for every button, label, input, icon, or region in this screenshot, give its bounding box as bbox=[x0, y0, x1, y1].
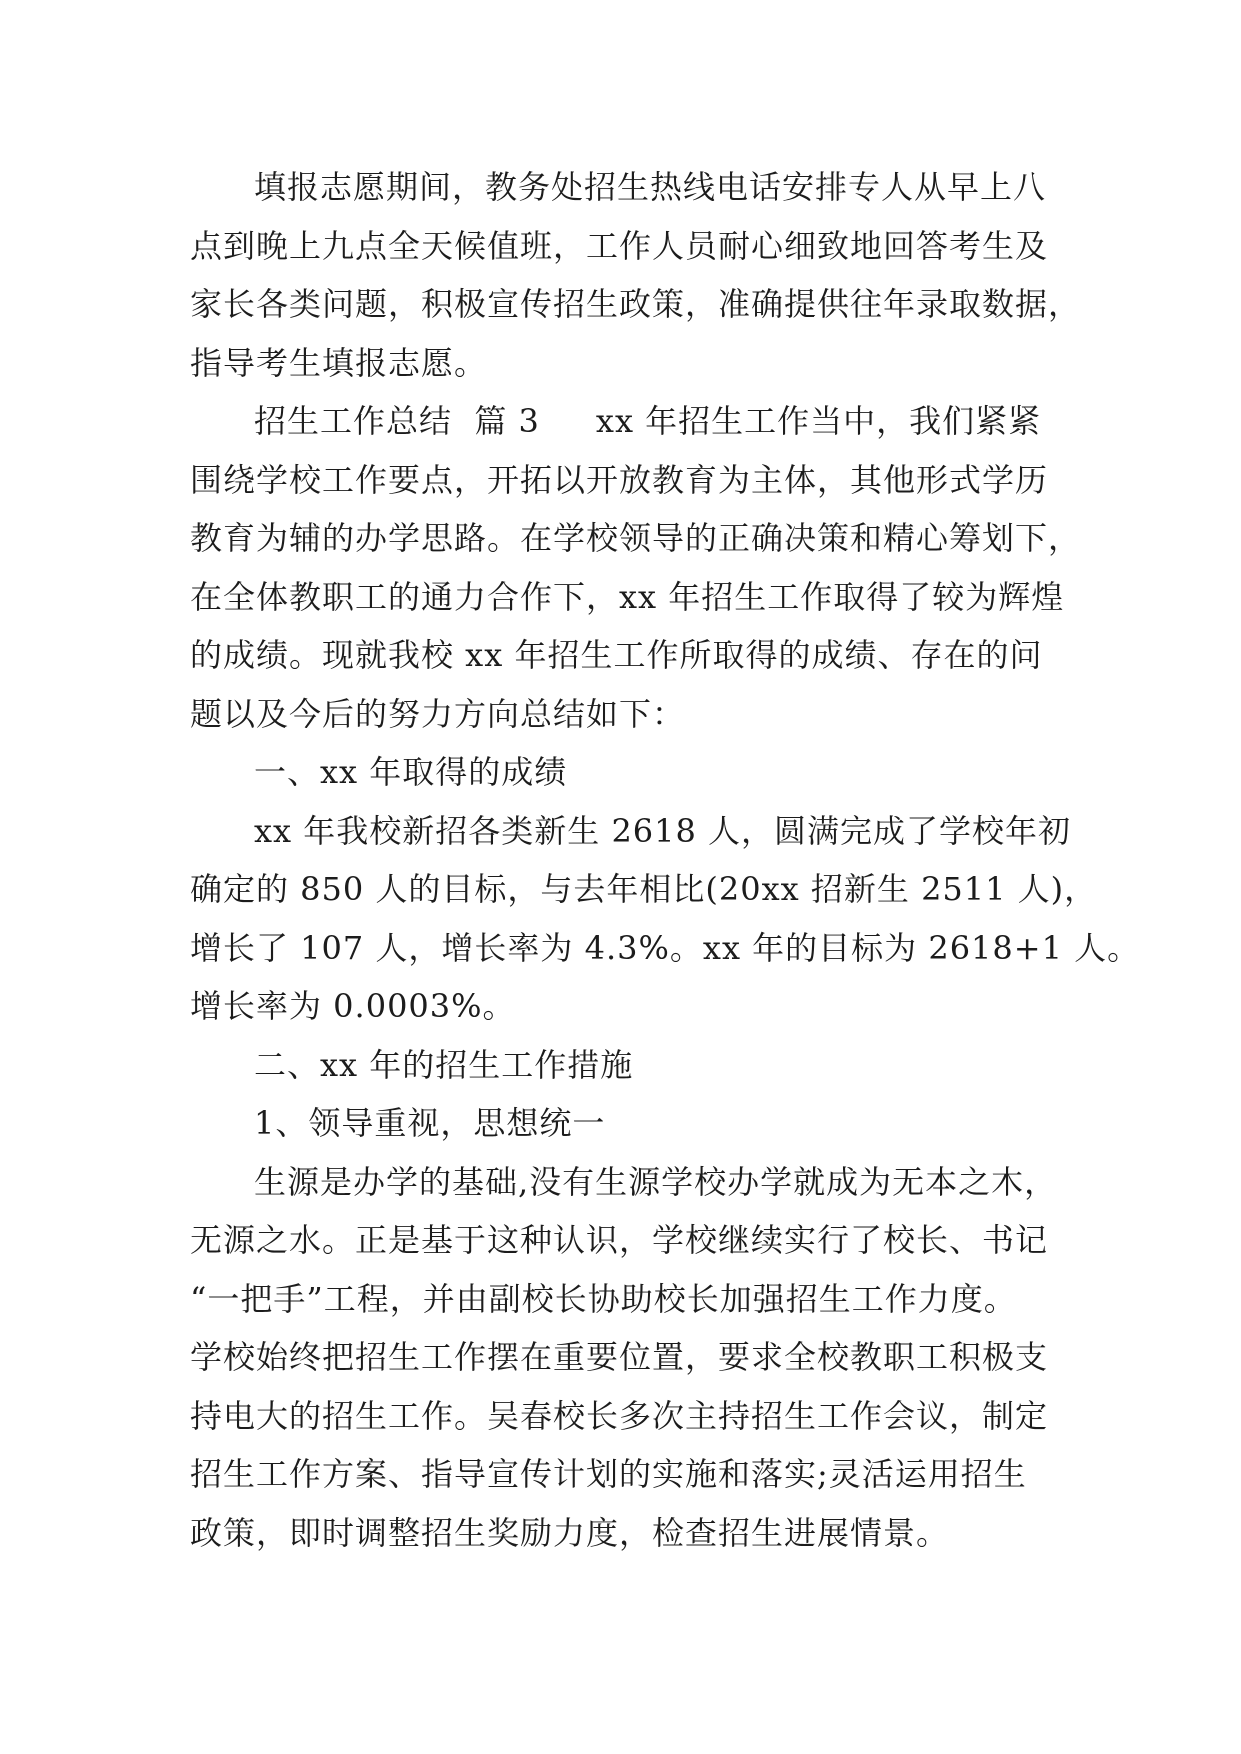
subheading-leadership: 1、领导重视，思想统一 bbox=[254, 1104, 606, 1142]
paragraph-summary-3-line-4: 在全体教职工的通力合作下，xx 年招生工作取得了较为辉煌 bbox=[190, 577, 1065, 616]
paragraph-achievements-line-2: 确定的 850 人的目标，与去年相比(20xx 招新生 2511 人)， bbox=[190, 870, 1098, 908]
paragraph-leadership-line-1: 生源是办学的基础,没有生源学校办学就成为无本之木， bbox=[254, 1162, 1058, 1201]
paragraph-hotline-line-3: 家长各类问题，积极宣传招生政策，准确提供往年录取数据， bbox=[190, 285, 1082, 323]
paragraph-summary-3-line-3: 教育为辅的办学思路。在学校领导的正确决策和精心筹划下， bbox=[190, 519, 1082, 557]
paragraph-leadership-line-2: 无源之水。正是基于这种认识，学校继续实行了校长、书记 bbox=[190, 1221, 1049, 1259]
section-heading-achievements: 一、xx 年取得的成绩 bbox=[254, 753, 568, 791]
paragraph-leadership-line-3: “一把手”工程，并由副校长协助校长加强招生工作力度。 bbox=[190, 1279, 1017, 1318]
paragraph-hotline-line-2: 点到晚上九点全天候值班，工作人员耐心细致地回答考生及 bbox=[190, 226, 1049, 265]
summary-heading: 招生工作总结 篇 3 bbox=[254, 402, 540, 440]
document-body bbox=[190, 158, 1141, 1562]
paragraph-leadership-line-7: 政策，即时调整招生奖励力度，检查招生进展情景。 bbox=[190, 1513, 950, 1552]
summary-first-line-text: xx 年招生工作当中，我们紧紧 bbox=[595, 402, 1042, 440]
section-heading-measures: 二、xx 年的招生工作措施 bbox=[254, 1045, 634, 1084]
paragraph-summary-3-line-2: 围绕学校工作要点，开拓以开放教育为主体，其他形式学历 bbox=[190, 460, 1049, 499]
paragraph-summary-3-line-6: 题以及今后的努力方向总结如下： bbox=[190, 694, 686, 733]
paragraph-achievements-line-3: 增长了 107 人，增长率为 4.3%。xx 年的目标为 2618+1 人。 bbox=[190, 928, 1141, 967]
paragraph-hotline-line-1: 填报志愿期间，教务处招生热线电话安排专人从早上八 bbox=[254, 168, 1047, 206]
paragraph-leadership-line-6: 招生工作方案、指导宣传计划的实施和落实;灵活运用招生 bbox=[190, 1455, 1027, 1493]
paragraph-leadership-line-5: 持电大的招生工作。吴春校长多次主持招生工作会议，制定 bbox=[190, 1396, 1049, 1435]
paragraph-achievements-line-4: 增长率为 0.0003%。 bbox=[190, 987, 516, 1025]
paragraph-leadership-line-4: 学校始终把招生工作摆在重要位置，要求全校教职工积极支 bbox=[190, 1338, 1049, 1376]
paragraph-summary-3-line-1 bbox=[190, 392, 1050, 451]
paragraph-achievements-line-1: xx 年我校新招各类新生 2618 人，圆满完成了学校年初 bbox=[254, 811, 1072, 850]
paragraph-hotline-line-4: 指导考生填报志愿。 bbox=[190, 343, 488, 382]
paragraph-summary-3-line-5: 的成绩。现就我校 xx 年招生工作所取得的成绩、存在的问 bbox=[190, 636, 1043, 674]
